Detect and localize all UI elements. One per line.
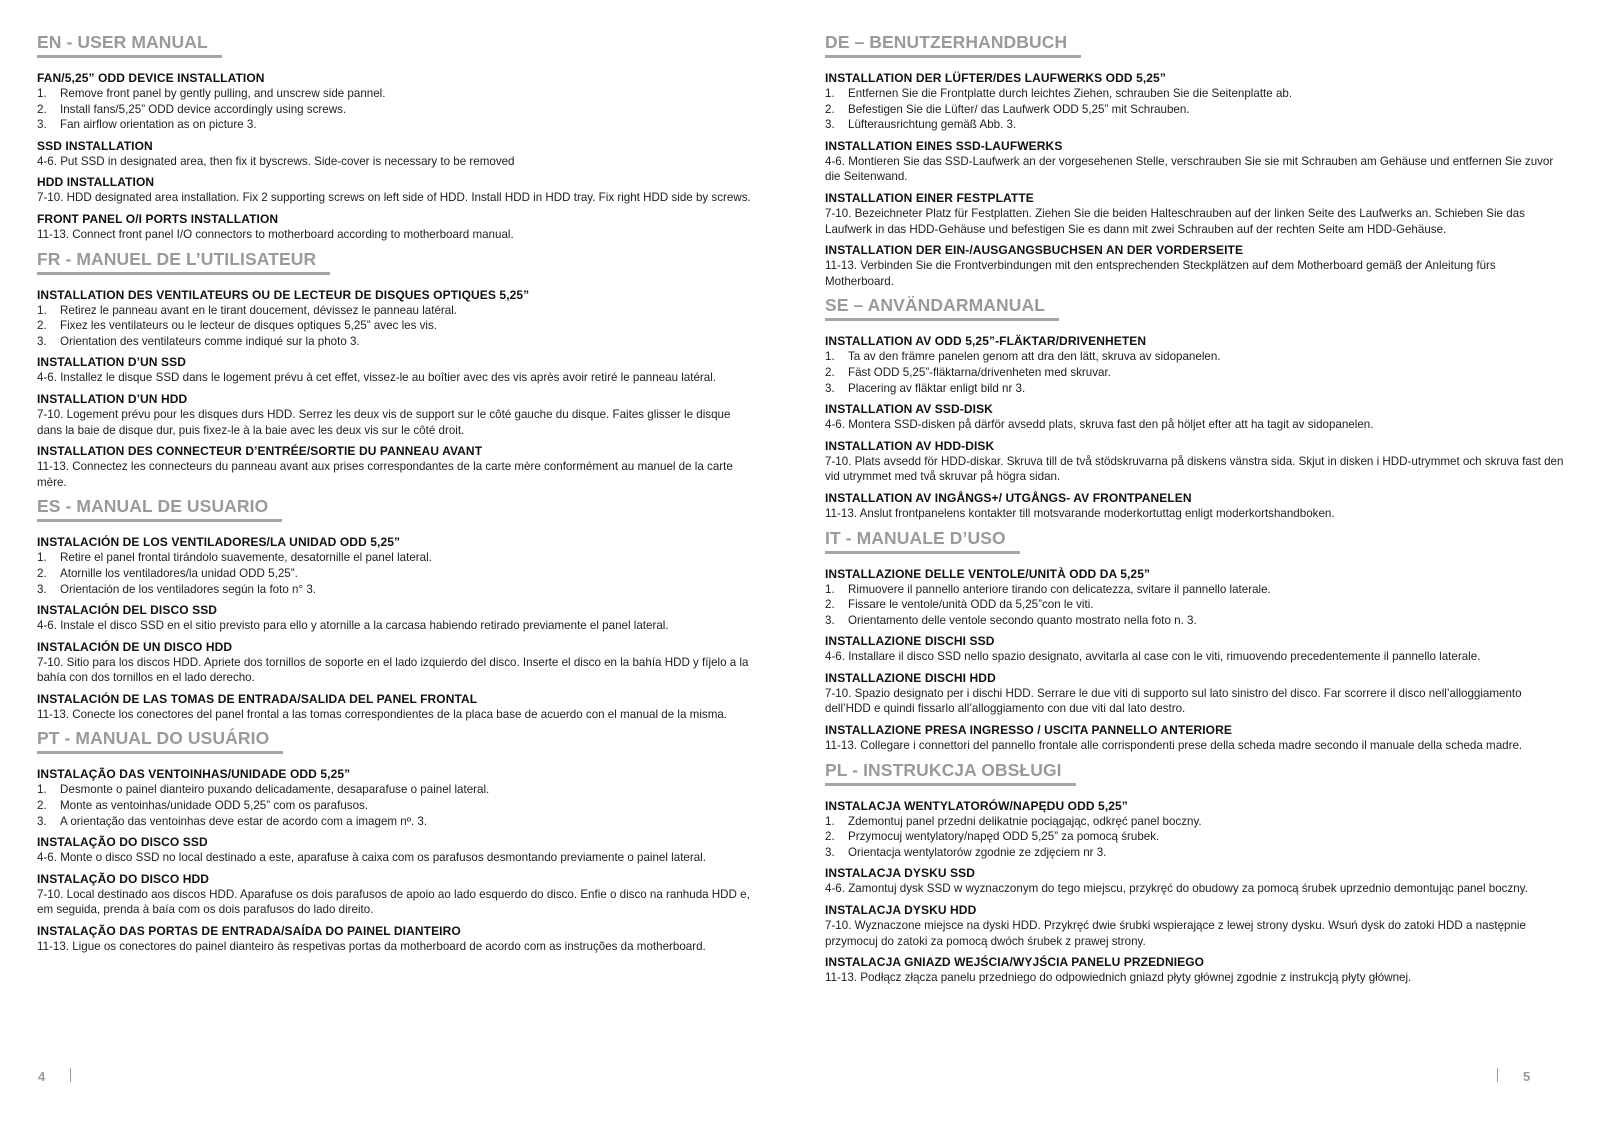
step-number: 3. — [37, 582, 47, 596]
step-number: 2. — [825, 102, 835, 116]
section-text: 11-13. Anslut frontpanelens kontakter till motsvarande moderkortuttag enligt moderkortshandboken. — [825, 506, 1335, 520]
language-heading: PT - MANUAL DO USUÁRIO — [37, 728, 283, 754]
step-number: 1. — [37, 783, 47, 797]
language-block-it — [825, 528, 1567, 754]
instruction-section — [37, 872, 755, 918]
step-number: 1. — [825, 87, 835, 100]
section-heading: INSTALLATION DES CONNECTEUR D’ENTRÉE/SORTIE DU PANNEAU AVANT — [37, 444, 483, 459]
step-item — [825, 597, 1567, 613]
left-page-number: 4 — [38, 1069, 46, 1084]
step-item — [37, 318, 755, 334]
step-text: Desmonte o painel dianteiro puxando delicadamente, desaparafuse o painel lateral. — [60, 783, 490, 797]
language-heading: EN - USER MANUAL — [37, 32, 222, 58]
step-number: 2. — [37, 102, 47, 116]
step-text: Entfernen Sie die Frontplatte durch leichtes Ziehen, schrauben Sie die Seitenplatte ab. — [848, 87, 1293, 100]
section-text: 11-13. Conecte los conectores del panel frontal a las tomas correspondientes de la placa base de acuerdo con el manual de la misma. — [37, 707, 728, 721]
instruction-section — [37, 767, 755, 829]
section-heading: INSTALLATION D’UN SSD — [37, 355, 186, 370]
step-item — [825, 829, 1567, 845]
section-text: 4-6. Instale el disco SSD en el sitio previsto para ello y atornille a la carcasa habiendo retirado previamente el panel lateral. — [37, 619, 669, 633]
instruction-section — [825, 955, 1567, 986]
step-item — [37, 782, 755, 798]
section-text: 7-10. Sitio para los discos HDD. Apriete dos tornillos de soporte en el lado izquierdo del disco. Inserte el disco en la bahía HDD y fíjelo a la bahía con dos tornillos en el lado derecho. — [37, 655, 749, 685]
section-text: 11-13. Ligue os conectores do painel dianteiro às respetivas portas da motherboard de acordo com as instruções da motherboard. — [37, 940, 706, 954]
step-text: Fan airflow orientation as on picture 3. — [60, 118, 257, 132]
section-heading: INSTALLATION DER EIN-/AUSGANGSBUCHSEN AN DER VORDERSEITE — [825, 243, 1244, 258]
step-number: 3. — [825, 381, 835, 395]
section-heading: INSTALACIÓN DE UN DISCO HDD — [37, 639, 233, 654]
section-text: 4-6. Put SSD in designated area, then fix it byscrews. Side-cover is necessary to be removed — [37, 154, 515, 168]
language-heading: SE – ANVÄNDARMANUAL — [825, 295, 1059, 321]
step-item — [37, 334, 755, 350]
section-heading: INSTALACIÓN DE LOS VENTILADORES/LA UNIDAD ODD 5,25” — [37, 535, 401, 550]
step-text: Install fans/5,25” ODD device accordingly using screws. — [60, 102, 347, 116]
section-heading: INSTALLATION AV HDD-DISK — [825, 438, 995, 453]
step-item — [825, 349, 1567, 365]
step-item — [825, 365, 1567, 381]
left-page-divider — [70, 1068, 71, 1082]
section-heading: INSTALACJA DYSKU SSD — [825, 866, 976, 881]
instruction-section — [37, 355, 755, 386]
section-text: 11-13. Collegare i connettori del pannello frontale alle corrispondenti prese della scheda madre secondo il manuale della scheda madre. — [825, 739, 1523, 753]
section-text: 7-10. HDD designated area installation. Fix 2 supporting screws on left side of HDD. Install HDD in HDD tray. Fix right HDD side by screws. — [37, 191, 751, 205]
right-page-number: 5 — [1523, 1069, 1531, 1084]
step-list — [825, 86, 1567, 133]
section-heading: INSTALACJA DYSKU HDD — [825, 903, 977, 918]
section-heading: INSTALLATION D’UN HDD — [37, 391, 188, 406]
section-text: 4-6. Installez le disque SSD dans le logement prévu à cet effet, vissez-le au boîtier avec des vis après avoir retiré le panneau latéral. — [37, 371, 717, 385]
section-text: 4-6. Zamontuj dysk SSD w wyznaczonym do tego miejscu, przykręć do obudowy za pomocą śrubek uprzednio demontując panel boczny. — [825, 882, 1528, 896]
step-text: A orientação das ventoinhas deve estar de acordo com a imagem nº. 3. — [60, 814, 428, 828]
step-text: Orientation des ventilateurs comme indiqué sur la photo 3. — [60, 334, 360, 348]
step-number: 3. — [37, 814, 47, 828]
instruction-section — [37, 924, 755, 955]
section-heading: INSTALLAZIONE DELLE VENTOLE/UNITÀ ODD DA 5,25” — [825, 566, 1151, 581]
step-text: Placering av fläktar enligt bild nr 3. — [848, 381, 1026, 395]
section-heading: INSTALAÇÃO DAS VENTOINHAS/UNIDADE ODD 5,25” — [37, 767, 351, 782]
section-text: 7-10. Wyznaczone miejsce na dyski HDD. Przykręć dwie śrubki wspierające z lewej strony dysku. Wsuń dysk do zatoki HDD a następnie przymocuj do zatoki za pomocą dwóch śrubek z prawej strony. — [825, 919, 1526, 948]
language-block-fr — [37, 249, 755, 491]
step-text: Befestigen Sie die Lüfter/ das Laufwerk ODD 5,25” mit Schrauben. — [848, 102, 1190, 116]
section-text: 4-6. Monte o disco SSD no local destinado a este, aparafuse à caixa com os parafusos desmontando previamente o painel lateral. — [37, 851, 706, 865]
instruction-section — [825, 71, 1567, 133]
step-item — [37, 303, 755, 319]
section-heading: HDD INSTALLATION — [37, 175, 155, 190]
step-item — [825, 102, 1567, 118]
step-text: Zdemontuj panel przedni delikatnie pociągając, odkręć panel boczny. — [848, 814, 1202, 828]
step-number: 3. — [37, 118, 47, 132]
step-text: Monte as ventoinhas/unidade ODD 5,25” com os parafusos. — [60, 799, 369, 813]
step-item — [825, 86, 1567, 102]
step-list — [825, 814, 1567, 861]
section-heading: INSTALACJA WENTYLATORÓW/NAPĘDU ODD 5,25” — [825, 798, 1128, 813]
step-text: Orientacja wentylatorów zgodnie ze zdjęciem nr 3. — [848, 845, 1107, 859]
instruction-section — [825, 191, 1567, 237]
step-text: Ta av den främre panelen genom att dra den lätt, skruva av sidopanelen. — [848, 350, 1221, 364]
step-item — [825, 814, 1567, 830]
step-text: Retire el panel frontal tirándolo suavemente, desatornille el panel lateral. — [60, 551, 432, 565]
step-number: 2. — [825, 365, 835, 379]
language-block-es — [37, 496, 755, 722]
step-text: Retirez le panneau avant en le tirant doucement, dévissez le panneau latéral. — [60, 303, 458, 317]
step-list — [825, 582, 1567, 629]
step-number: 1. — [37, 303, 47, 317]
instruction-section — [37, 835, 755, 866]
step-text: Przymocuj wentylatory/napęd ODD 5,25” za pomocą śrubek. — [848, 830, 1160, 844]
step-item — [825, 381, 1567, 397]
section-heading: INSTALAÇÃO DO DISCO SSD — [37, 835, 208, 850]
step-item — [37, 814, 755, 830]
instruction-section — [37, 288, 755, 350]
section-text: 11-13. Connectez les connecteurs du panneau avant aux prises correspondantes de la carte mère conformément au manuel de la carte mère. — [37, 460, 733, 489]
language-heading: IT - MANUALE D’USO — [825, 528, 1020, 554]
step-list — [37, 782, 755, 829]
step-item — [37, 102, 755, 118]
language-heading: FR - MANUEL DE L’UTILISATEUR — [37, 249, 330, 275]
step-number: 1. — [37, 87, 47, 100]
step-list — [37, 303, 755, 350]
step-number: 1. — [37, 551, 47, 565]
section-text: 11-13. Podłącz złącza panelu przedniego do odpowiednich gniazd płyty głównej zgodnie z instrukcją płyty głównej. — [825, 971, 1412, 985]
step-text: Orientamento delle ventole secondo quanto mostrato nella foto n. 3. — [848, 613, 1197, 627]
step-text: Lüfterausrichtung gemäß Abb. 3. — [848, 118, 1017, 132]
step-number: 1. — [825, 350, 835, 364]
step-number: 3. — [825, 845, 835, 859]
instruction-section — [37, 444, 755, 490]
instruction-section — [825, 439, 1567, 485]
step-text: Atornille los ventiladores/la unidad ODD 5,25”. — [60, 566, 298, 580]
section-text: 7-10. Logement prévu pour les disques durs HDD. Serrez les deux vis de support sur le côté gauche du disque. Faites glisser le disque dans la baie de disque dur, puis fixez-le à la baie avec les deux vis sur le côté droit. — [37, 407, 731, 437]
section-text: 7-10. Spazio designato per i dischi HDD. Serrare le due viti di supporto sul lato sinistro del disco. Far scorrere il disco nell’alloggiamento dell’HDD e quindi fissarlo all’alloggiamento con due viti dal lato destro. — [825, 686, 1522, 716]
language-block-de — [825, 32, 1567, 289]
step-list — [37, 550, 755, 597]
section-heading: INSTALLATION EINES SSD-LAUFWERKS — [825, 138, 1063, 153]
step-number: 1. — [825, 582, 835, 596]
step-text: Orientación de los ventiladores según la foto n° 3. — [60, 582, 316, 596]
language-block-pt — [37, 728, 755, 954]
step-number: 2. — [37, 799, 47, 813]
language-block-pl — [825, 760, 1567, 986]
right-page-divider — [1497, 1068, 1498, 1082]
language-heading: DE – BENUTZERHANDBUCH — [825, 32, 1081, 58]
instruction-section — [37, 212, 755, 243]
instruction-section — [37, 535, 755, 597]
instruction-section — [825, 866, 1567, 897]
step-text: Remove front panel by gently pulling, and unscrew side pannel. — [60, 87, 386, 100]
step-text: Fissare le ventole/unità ODD da 5,25”con le viti. — [848, 598, 1094, 612]
step-text: Fixez les ventilateurs ou le lecteur de disques optiques 5,25” avec les vis. — [60, 319, 437, 333]
section-heading: FAN/5,25” ODD DEVICE INSTALLATION — [37, 71, 265, 85]
section-heading: INSTALLAZIONE PRESA INGRESSO / USCITA PANNELLO ANTERIORE — [825, 723, 1232, 738]
section-heading: INSTALAÇÃO DO DISCO HDD — [37, 871, 210, 886]
instruction-section — [825, 799, 1567, 861]
instruction-section — [825, 567, 1567, 629]
step-item — [825, 613, 1567, 629]
language-block-se — [825, 295, 1567, 521]
section-text: 4-6. Montera SSD-disken på därför avsedd plats, skruva fast den på höljet efter att ha tagit av sidopanelen. — [825, 418, 1374, 432]
section-text: 7-10. Bezeichneter Platz für Festplatten. Ziehen Sie die beiden Halteschrauben auf der linken Seite des Laufwerks an. Schieben Sie das Laufwerk in das HDD-Gehäuse und befestigen Sie es dann mit zwei Schrauben auf der rechten Seite am HDD-Gehäuse. — [825, 206, 1525, 236]
step-number: 2. — [825, 830, 835, 844]
step-item — [825, 582, 1567, 598]
instruction-section — [825, 243, 1567, 289]
section-heading: INSTALLATION AV INGÅNGS+/ UTGÅNGS- AV FRONTPANELEN — [825, 490, 1192, 505]
section-heading: INSTALACIÓN DEL DISCO SSD — [37, 603, 218, 618]
step-list — [825, 349, 1567, 396]
section-text: 7-10. Local destinado aos discos HDD. Aparafuse os dois parafusos de apoio ao lado esquerdo do disco. Enfie o disco na ranhuda HDD e, em seguida, prenda à baía com os dois parafusos do lado direito. — [37, 887, 750, 917]
language-block-en — [37, 32, 755, 243]
section-heading: INSTALLATION DES VENTILATEURS OU DE LECTEUR DE DISQUES OPTIQUES 5,25” — [37, 287, 530, 302]
instruction-section — [37, 175, 755, 206]
section-heading: SSD INSTALLATION — [37, 138, 153, 153]
instruction-section — [37, 692, 755, 723]
step-item — [825, 845, 1567, 861]
section-heading: INSTALLATION DER LÜFTER/DES LAUFWERKS ODD 5,25” — [825, 71, 1166, 85]
section-heading: INSTALLATION AV ODD 5,25”-FLÄKTAR/DRIVENHETEN — [825, 334, 1147, 349]
instruction-section — [825, 634, 1567, 665]
instruction-section — [37, 71, 755, 133]
step-number: 2. — [37, 319, 47, 333]
section-text: 7-10. Plats avsedd för HDD-diskar. Skruva till de två stödskruvarna på diskens vänstra sida. Skjut in disken i HDD-utrymmet och skruva fast den vid utrymmet med två skruvar på högra sidan. — [825, 454, 1564, 484]
instruction-section — [825, 723, 1567, 754]
right-page-column — [825, 32, 1567, 992]
step-number: 2. — [825, 598, 835, 612]
step-number: 3. — [825, 118, 835, 132]
instruction-section — [825, 491, 1567, 522]
step-number: 3. — [825, 613, 835, 627]
section-heading: INSTALLATION AV SSD-DISK — [825, 402, 993, 417]
step-item — [37, 86, 755, 102]
instruction-section — [825, 334, 1567, 396]
language-heading: PL - INSTRUKCJA OBSŁUGI — [825, 760, 1076, 786]
section-text: 11-13. Connect front panel I/O connectors to motherboard according to motherboard manual. — [37, 227, 514, 241]
left-page-column — [37, 32, 755, 961]
section-text: 11-13. Verbinden Sie die Frontverbindungen mit den entsprechenden Steckplätzen auf dem Motherboard gemäß der Anleitung fürs Motherboard. — [825, 259, 1496, 288]
instruction-section — [37, 392, 755, 438]
section-text: 4-6. Installare il disco SSD nello spazio designato, avvitarla al case con le viti, rimuovendo precedentemente il pannello laterale. — [825, 650, 1481, 664]
section-heading: INSTALAÇÃO DAS PORTAS DE ENTRADA/SAÍDA DO PAINEL DIANTEIRO — [37, 924, 461, 939]
step-number: 1. — [825, 814, 835, 828]
step-item — [37, 550, 755, 566]
step-item — [825, 117, 1567, 133]
instruction-section — [37, 640, 755, 686]
step-number: 2. — [37, 566, 47, 580]
section-text: 4-6. Montieren Sie das SSD-Laufwerk an der vorgesehenen Stelle, verschrauben Sie sie mit Schrauben am Gehäuse und entfernen Sie zuvor die Seitenwand. — [825, 154, 1554, 184]
step-list — [37, 86, 755, 133]
section-heading: INSTALLATION EINER FESTPLATTE — [825, 190, 1034, 205]
step-text: Rimuovere il pannello anteriore tirando con delicatezza, svitare il pannello laterale. — [848, 582, 1271, 596]
section-heading: INSTALACJA GNIAZD WEJŚCIA/WYJŚCIA PANELU PRZEDNIEGO — [825, 955, 1205, 970]
instruction-section — [825, 139, 1567, 185]
instruction-section — [37, 603, 755, 634]
instruction-section — [37, 139, 755, 170]
section-heading: FRONT PANEL O/I PORTS INSTALLATION — [37, 211, 279, 226]
step-item — [37, 798, 755, 814]
section-heading: INSTALACIÓN DE LAS TOMAS DE ENTRADA/SALIDA DEL PANEL FRONTAL — [37, 691, 478, 706]
step-item — [37, 566, 755, 582]
instruction-section — [825, 671, 1567, 717]
step-item — [37, 582, 755, 598]
instruction-section — [825, 903, 1567, 949]
step-number: 3. — [37, 334, 47, 348]
language-heading: ES - MANUAL DE USUARIO — [37, 496, 282, 522]
step-text: Fäst ODD 5,25”-fläktarna/drivenheten med skruvar. — [848, 365, 1111, 379]
step-item — [37, 117, 755, 133]
instruction-section — [825, 402, 1567, 433]
section-heading: INSTALLAZIONE DISCHI SSD — [825, 634, 995, 649]
section-heading: INSTALLAZIONE DISCHI HDD — [825, 670, 996, 685]
